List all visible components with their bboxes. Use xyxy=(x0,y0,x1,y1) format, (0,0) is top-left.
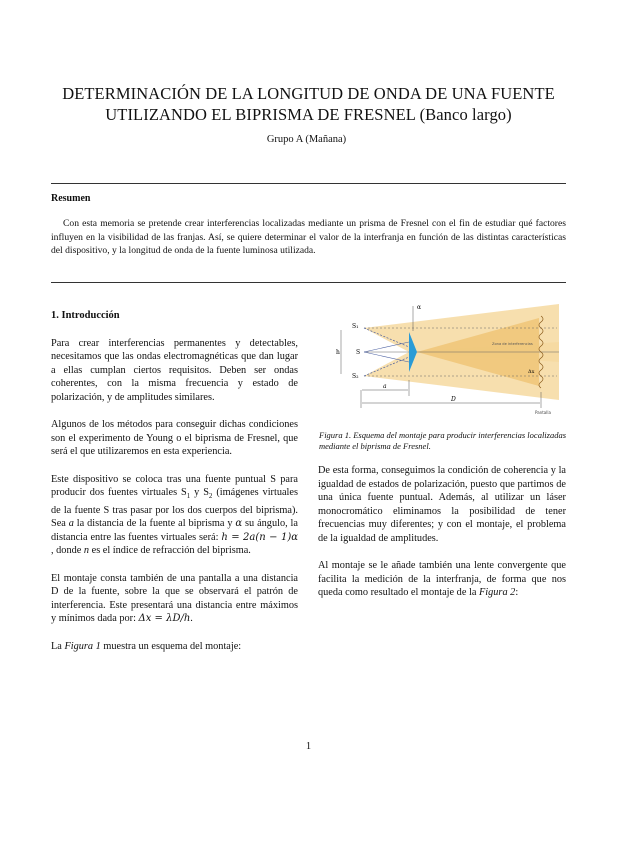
label-screen: Pantalla xyxy=(535,410,551,415)
formula-h: h = 2a(n − 1)α xyxy=(221,531,298,543)
title-line-1: DETERMINACIÓN DE LA LONGITUD DE ONDA DE UNA FUENTE xyxy=(62,84,555,103)
left-column xyxy=(51,309,298,667)
section-heading: 1. Introducción xyxy=(51,310,120,321)
page-number: 1 xyxy=(305,741,312,752)
divider-top xyxy=(51,183,566,184)
label-s2: S₂ xyxy=(352,373,359,380)
paragraph: Este dispositivo se coloca tras una fuente puntual S para producir dos fuentes virtuales $S_1$ y $S_2$ (imágenes virtuales de la fuente S tras pasar por los dos cuerpos del biprisma). Sea a la distancia de la fuente al biprisma y α su ángulo, la distancia entre las fuentes virtuales será: h = 2a(n − 1)α , donde n es el índice de refracción del biprisma. xyxy=(51,473,299,557)
fresnel-biprism-diagram xyxy=(329,300,559,418)
abstract-text: Con esta memoria se pretende crear interferencias localizadas mediante un prisma de Fresnel con el fin de estudiar qué factores influyen en la visibilidad de las franjas. Así, se quiere determinar el valor de la interfranja en función de las distintas características del dispositivo, y la longitud de onda de la fuente luminosa utilizada. xyxy=(51,218,566,256)
label-D: D xyxy=(451,396,456,403)
label-dx: Δx xyxy=(528,369,535,375)
label-s1: S₁ xyxy=(352,323,359,330)
title-line-2: UTILIZANDO EL BIPRISMA DE FRESNEL (Banco largo) xyxy=(105,105,512,124)
author-group: Grupo A (Mañana) xyxy=(266,134,347,145)
paragraph: La Figura 1 muestra un esquema del montaje: xyxy=(51,640,242,652)
paragraph: Algunos de los métodos para conseguir dichas condiciones son el experimento de Young o el biprisma de Fresnel, que será el que utilizaremos en esta experiencia. xyxy=(51,419,298,457)
divider-bottom xyxy=(51,282,566,283)
paragraph: Para crear interferencias permanentes y detectables, necesitamos que las ondas electromagnéticas que dan lugar a ellas cumplan ciertos requisitos. Deben ser ondas coherentes, con la misma frecuencia y estado de polarización, y de amplitudes similares. xyxy=(51,337,298,403)
label-h: h xyxy=(336,349,340,356)
label-a: a xyxy=(383,383,387,390)
paragraph: Al montaje se le añade también una lente convergente que facilita la medición de la interfranja, de forma que nos queda como resultado el montaje de la Figura 2: xyxy=(318,560,566,598)
abstract-heading: Resumen xyxy=(51,193,91,204)
formula-dx: Δx = λD/h xyxy=(138,613,191,625)
right-column xyxy=(318,464,566,614)
figure-caption: Figura 1. Esquema del montaje para producir interferencias localizadas mediante el biprisma de Fresnel. xyxy=(319,430,567,451)
paper-title xyxy=(40,83,577,125)
label-s: S xyxy=(356,349,361,356)
label-alpha: α xyxy=(417,304,422,311)
paragraph: El montaje consta también de una pantalla a una distancia D de la fuente, sobre la que se observará el patrón de interferencia. Este presentará una distancia entre máximos y mínimos dada por: Δx = λD/h. xyxy=(51,572,298,625)
paragraph: De esta forma, conseguimos la condición de coherencia y la igualdad de estados de polarización, puesto que partimos de una única fuente puntual. Además, al utilizar un láser monocromático eliminamos la posibilidad de tener frecuencias muy diferentes; y con el montaje, el problema de la igualdad de amplitudes. xyxy=(318,465,566,544)
label-zone: Zona de interferencias xyxy=(492,342,533,346)
